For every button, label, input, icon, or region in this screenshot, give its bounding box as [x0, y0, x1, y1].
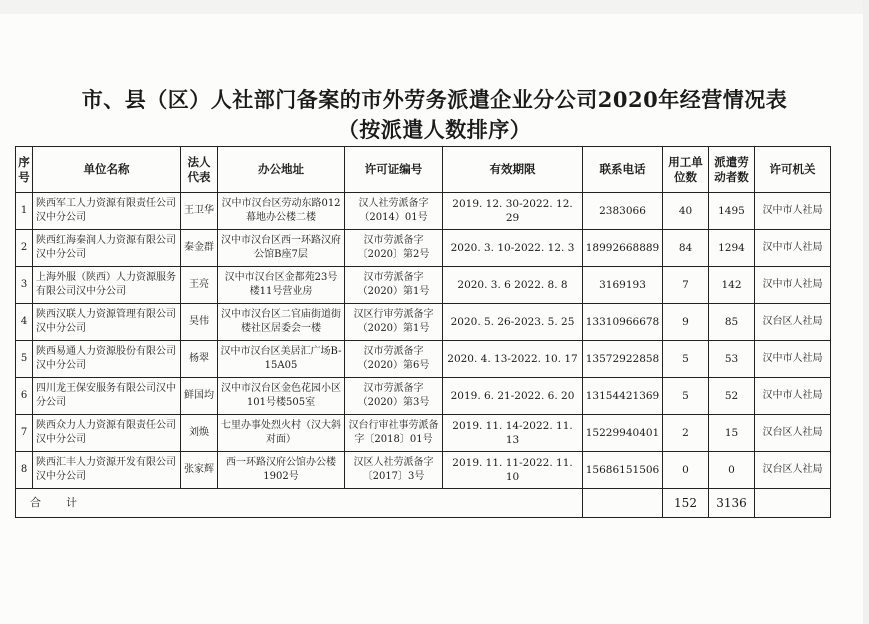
cell-seq: 1 — [16, 193, 33, 230]
cell-company: 陕西众力人力资源有限责任公司汉中分公司 — [33, 415, 181, 452]
cell-address: 汉中市汉台区劳动东路012幕地办公楼二楼 — [218, 193, 345, 230]
header-workers: 派遣劳动者数 — [709, 147, 755, 193]
cell-validity: 2019. 11. 14-2022. 11. 13 — [443, 415, 583, 452]
cell-phone: 18992668889 — [583, 230, 663, 267]
cell-workers: 15 — [709, 415, 755, 452]
cell-rep: 昊伟 — [181, 304, 218, 341]
table-row — [16, 452, 831, 489]
cell-rep: 王卫华 — [181, 193, 218, 230]
header-seq: 序号 — [16, 147, 33, 193]
header-address: 办公地址 — [218, 147, 345, 193]
cell-employer: 5 — [663, 378, 709, 415]
cell-address: 西一环路汉府公馆办公楼1902号 — [218, 452, 345, 489]
cell-license: 汉台行审社事劳派备字〔2018〕01号 — [345, 415, 443, 452]
header-validity: 有效期限 — [443, 147, 583, 193]
cell-license: 汉市劳派备字（2020）第1号 — [345, 267, 443, 304]
cell-rep: 刘焕 — [181, 415, 218, 452]
cell-employer: 7 — [663, 267, 709, 304]
cell-validity: 2020. 3. 6 2022. 8. 8 — [443, 267, 583, 304]
cell-authority: 汉台区人社局 — [755, 415, 831, 452]
cell-address: 汉中市汉台区金色花园小区101号楼505室 — [218, 378, 345, 415]
cell-rep: 秦金群 — [181, 230, 218, 267]
cell-phone: 2383066 — [583, 193, 663, 230]
cell-validity: 2019. 11. 11-2022. 11. 10 — [443, 452, 583, 489]
cell-employer: 0 — [663, 452, 709, 489]
cell-authority: 汉中市人社局 — [755, 193, 831, 230]
report-table — [15, 146, 831, 518]
cell-company: 陕西汉联人力资源管理有限公司汉中分公司 — [33, 304, 181, 341]
cell-workers: 142 — [709, 267, 755, 304]
table-row — [16, 230, 831, 267]
cell-rep: 王亮 — [181, 267, 218, 304]
cell-rep: 杨翠 — [181, 341, 218, 378]
cell-authority: 汉中市人社局 — [755, 341, 831, 378]
cell-employer: 9 — [663, 304, 709, 341]
cell-company: 陕西汇丰人力资源开发有限公司汉中分公司 — [33, 452, 181, 489]
cell-phone: 15686151506 — [583, 452, 663, 489]
cell-validity: 2020. 3. 10-2022. 12. 3 — [443, 230, 583, 267]
cell-authority: 汉中市人社局 — [755, 230, 831, 267]
cell-seq: 3 — [16, 267, 33, 304]
cell-authority: 汉台区人社局 — [755, 452, 831, 489]
cell-address: 七里办事处烈火村（汉大斜对面） — [218, 415, 345, 452]
cell-address: 汉中市汉台区二官庙街道街楼社区居委会一楼 — [218, 304, 345, 341]
cell-workers: 1294 — [709, 230, 755, 267]
cell-validity: 2020. 5. 26-2023. 5. 25 — [443, 304, 583, 341]
page-title: 市、县（区）人社部门备案的市外劳务派遣企业分公司2020年经营情况表 — [81, 87, 788, 112]
scan-top-edge — [0, 0, 869, 14]
cell-validity: 2020. 4. 13-2022. 10. 17 — [443, 341, 583, 378]
cell-authority: 汉中市人社局 — [755, 267, 831, 304]
cell-company: 陕西军工人力资源有限责任公司汉中分公司 — [33, 193, 181, 230]
page-subtitle: （按派遣人数排序） — [337, 117, 532, 142]
cell-authority: 汉台区人社局 — [755, 304, 831, 341]
cell-company: 陕西易通人力资源股份有限公司汉中分公司 — [33, 341, 181, 378]
cell-seq: 5 — [16, 341, 33, 378]
cell-seq: 8 — [16, 452, 33, 489]
cell-company: 四川龙王保安服务有限公司汉中分公司 — [33, 378, 181, 415]
cell-phone: 3169193 — [583, 267, 663, 304]
cell-rep: 张家辉 — [181, 452, 218, 489]
cell-total-authority — [755, 489, 831, 518]
table-row — [16, 193, 831, 230]
header-license: 许可证编号 — [345, 147, 443, 193]
cell-workers: 53 — [709, 341, 755, 378]
cell-seq: 4 — [16, 304, 33, 341]
cell-address: 汉中市汉台区美居汇广场B-15A05 — [218, 341, 345, 378]
cell-workers: 1495 — [709, 193, 755, 230]
cell-validity: 2019. 6. 21-2022. 6. 20 — [443, 378, 583, 415]
table-row — [16, 378, 831, 415]
cell-license: 汉市劳派备字（2020）第3号 — [345, 378, 443, 415]
header-rep: 法人代表 — [181, 147, 218, 193]
table-row — [16, 341, 831, 378]
header-phone: 联系电话 — [583, 147, 663, 193]
cell-validity: 2019. 12. 30-2022. 12. 29 — [443, 193, 583, 230]
cell-company: 陕西红海秦润人力资源有限公司汉中分公司 — [33, 230, 181, 267]
cell-license: 汉人社劳派备字（2014）01号 — [345, 193, 443, 230]
table-row — [16, 304, 831, 341]
cell-seq: 6 — [16, 378, 33, 415]
cell-employer: 2 — [663, 415, 709, 452]
cell-total-phone — [583, 489, 663, 518]
cell-phone: 13572922858 — [583, 341, 663, 378]
table-row — [16, 415, 831, 452]
cell-license: 汉市劳派备字（2020）第6号 — [345, 341, 443, 378]
table-total-row — [16, 489, 831, 518]
cell-authority: 汉中市人社局 — [755, 378, 831, 415]
cell-company: 上海外服（陕西）人力资源服务有限公司汉中分公司 — [33, 267, 181, 304]
header-authority: 许可机关 — [755, 147, 831, 193]
cell-employer: 40 — [663, 193, 709, 230]
cell-phone: 13154421369 — [583, 378, 663, 415]
cell-seq: 7 — [16, 415, 33, 452]
cell-workers: 52 — [709, 378, 755, 415]
cell-rep: 鲜国均 — [181, 378, 218, 415]
cell-workers: 85 — [709, 304, 755, 341]
cell-employer: 5 — [663, 341, 709, 378]
cell-license: 汉市劳派备字〔2020〕第2号 — [345, 230, 443, 267]
cell-phone: 13310966678 — [583, 304, 663, 341]
cell-workers: 0 — [709, 452, 755, 489]
total-employer: 152 — [663, 489, 709, 518]
total-workers: 3136 — [709, 489, 755, 518]
cell-phone: 15229940401 — [583, 415, 663, 452]
cell-employer: 84 — [663, 230, 709, 267]
table-row — [16, 267, 831, 304]
cell-address: 汉中市汉台区西一环路汉府公馆B座7层 — [218, 230, 345, 267]
header-employer: 用工单位数 — [663, 147, 709, 193]
total-label: 合 计 — [16, 489, 583, 518]
cell-license: 汉区人社劳派备字〔2017〕3号 — [345, 452, 443, 489]
cell-seq: 2 — [16, 230, 33, 267]
cell-address: 汉中市汉台区金都苑23号楼11号营业房 — [218, 267, 345, 304]
header-company: 单位名称 — [33, 147, 181, 193]
cell-license: 汉区行审劳派备字（2020）第1号 — [345, 304, 443, 341]
table-header-row — [16, 147, 831, 193]
